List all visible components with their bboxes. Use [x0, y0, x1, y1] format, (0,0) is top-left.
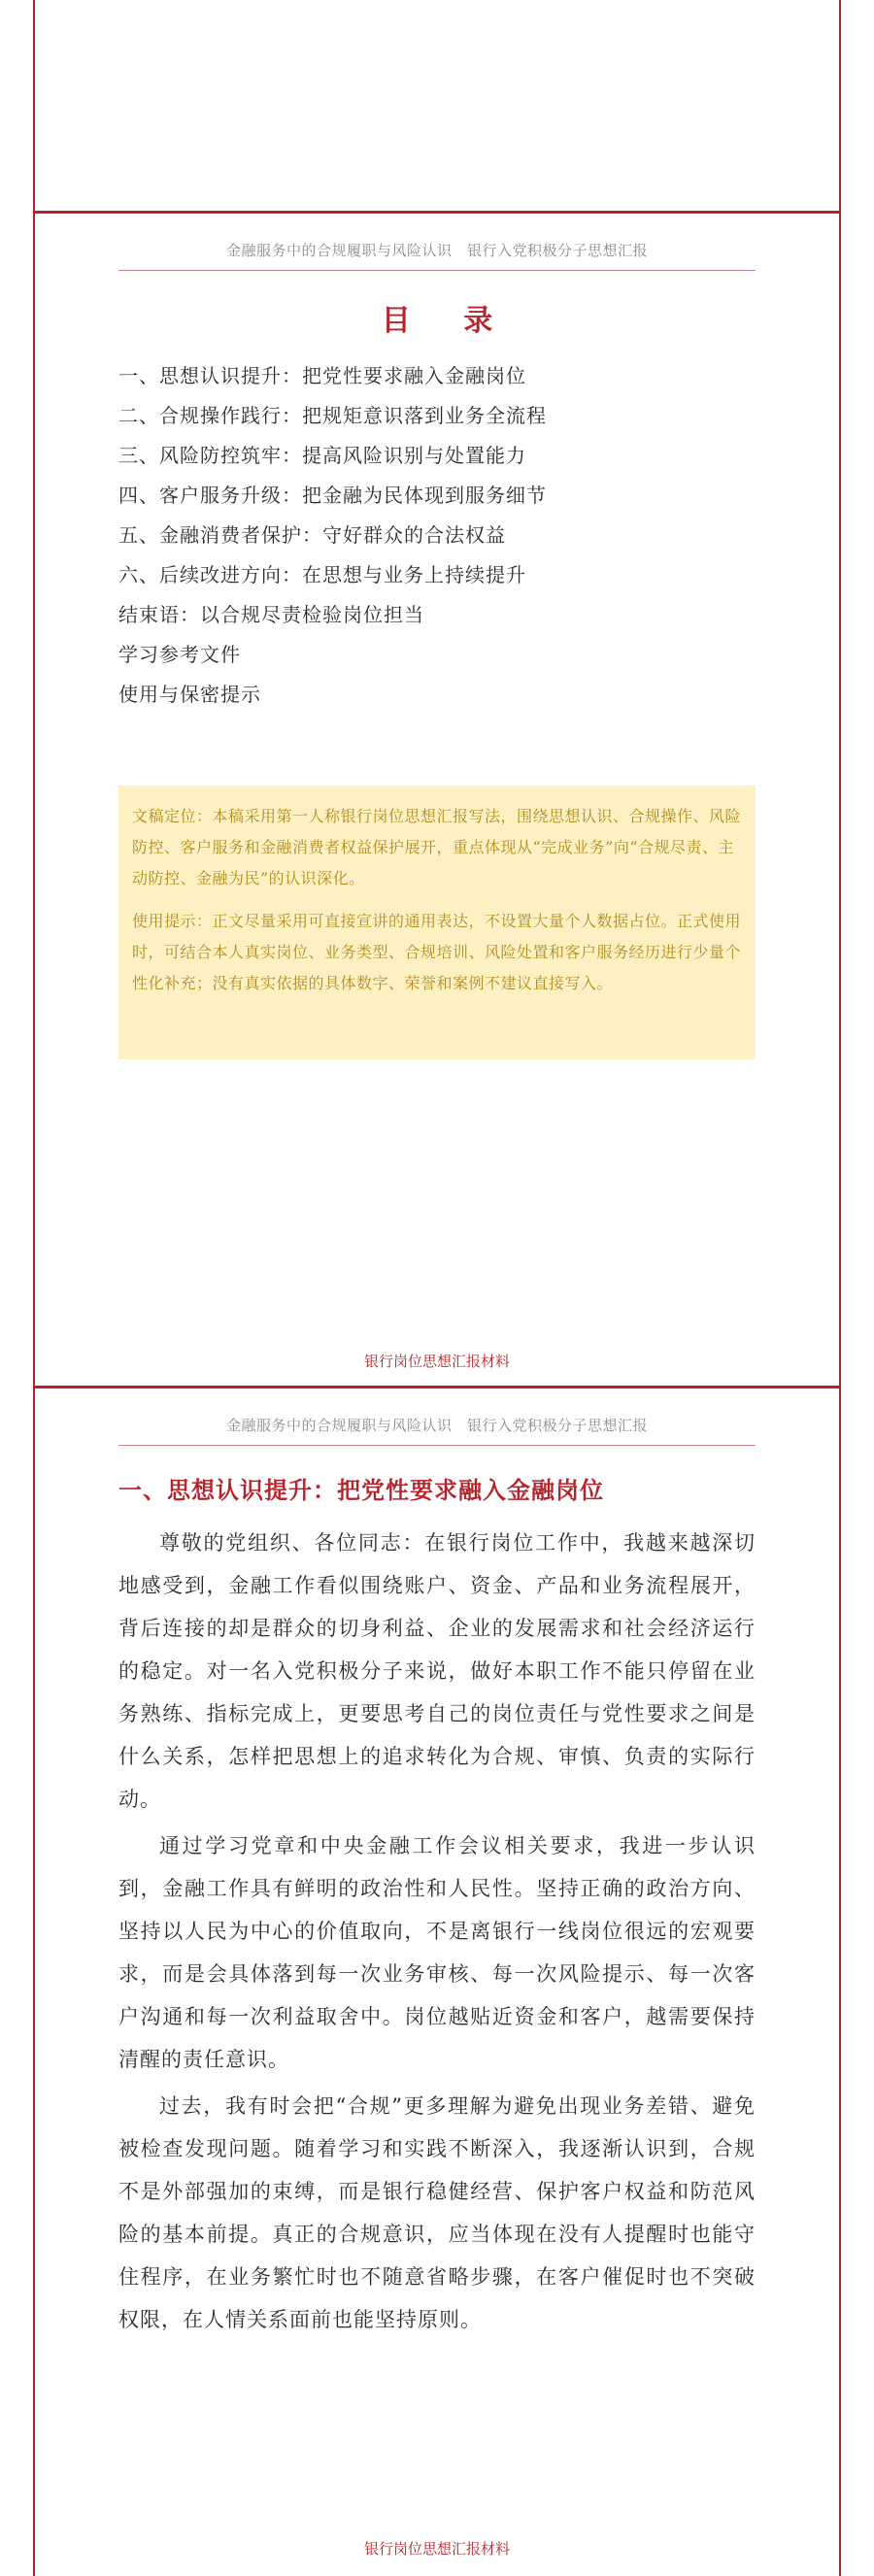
page-top-rule	[35, 211, 839, 214]
toc-page	[33, 211, 841, 1388]
running-header: 金融服务中的合规履职与风险认识 银行入党积极分子思想汇报	[118, 240, 756, 271]
body-paragraph: 过去，我有时会把“合规”更多理解为避免出现业务差错、避免被检查发现问题。随着学习和实践不断深入，我逐渐认识到，合规不是外部强加的束缚，而是银行稳健经营、保护客户权益和防范风险的基本前提。真正的合规意识，应当体现在没有人提醒时也能守住程序，在业务繁忙时也不随意省略步骤，在客户催促时也不突破权限，在人情关系面前也能坚持原则。	[118, 2094, 756, 2331]
toc-title: 目 录	[381, 304, 515, 338]
note-positioning: 文稿定位：本稿采用第一人称银行岗位思想汇报写法，围绕思想认识、合规操作、风险防控、客户服务和金融消费者权益保护展开，重点体现从“完成业务”向“合规尽责、主动防控、金融为民”的认识深化。	[132, 807, 742, 887]
section-heading: 一、思想认识提升：把党性要求融入金融岗位	[118, 1476, 604, 1504]
toc-item: 使用与保密提示	[118, 683, 261, 706]
usage-note-box	[118, 786, 756, 1059]
running-header: 金融服务中的合规履职与风险认识 银行入党积极分子思想汇报	[118, 1415, 756, 1446]
toc-item: 六、后续改进方向：在思想与业务上持续提升	[118, 563, 526, 586]
page-top-rule	[35, 1386, 839, 1388]
section-one-page	[33, 1386, 841, 2576]
note-usage: 使用提示：正文尽量采用可直接宣讲的通用表达，不设置大量个人数据占位。正式使用时，可结合本人真实岗位、业务类型、合规培训、风险处置和客户服务经历进行少量个性化补充；没有真实依据的具体数字、荣誉和案例不建议直接写入。	[132, 912, 742, 992]
previous-page-tail	[33, 0, 841, 214]
toc-item: 二、合规操作践行：把规矩意识落到业务全流程	[118, 404, 547, 427]
toc-item: 一、思想认识提升：把党性要求融入金融岗位	[118, 364, 526, 387]
toc-item: 学习参考文件	[118, 643, 241, 666]
toc-item: 四、客户服务升级：把金融为民体现到服务细节	[118, 484, 547, 507]
toc-list	[118, 356, 756, 715]
toc-item: 结束语：以合规尽责检验岗位担当	[118, 603, 424, 626]
toc-item: 五、金融消费者保护：守好群众的合法权益	[118, 523, 506, 547]
toc-item: 三、风险防控筑牢：提高风险识别与处置能力	[118, 444, 526, 467]
running-footer: 银行岗位思想汇报材料	[363, 2540, 510, 2558]
section-body	[118, 1522, 756, 2345]
running-footer: 银行岗位思想汇报材料	[363, 1353, 510, 1370]
body-paragraph: 尊敬的党组织、各位同志：在银行岗位工作中，我越来越深切地感受到，金融工作看似围绕账户、资金、产品和业务流程展开，背后连接的却是群众的切身利益、企业的发展需求和社会经济运行的稳定。对一名入党积极分子来说，做好本职工作不能只停留在业务熟练、指标完成上，更要思考自己的岗位责任与党性要求之间是什么关系，怎样把思想上的追求转化为合规、审慎、负责的实际行动。	[118, 1531, 756, 1811]
body-paragraph: 通过学习党章和中央金融工作会议相关要求，我进一步认识到，金融工作具有鲜明的政治性和人民性。坚持正确的政治方向、坚持以人民为中心的价值取向，不是离银行一线岗位很远的宏观要求，而是会具体落到每一次业务审核、每一次风险提示、每一次客户沟通和每一次利益取舍中。岗位越贴近资金和客户，越需要保持清醒的责任意识。	[118, 1834, 756, 2071]
